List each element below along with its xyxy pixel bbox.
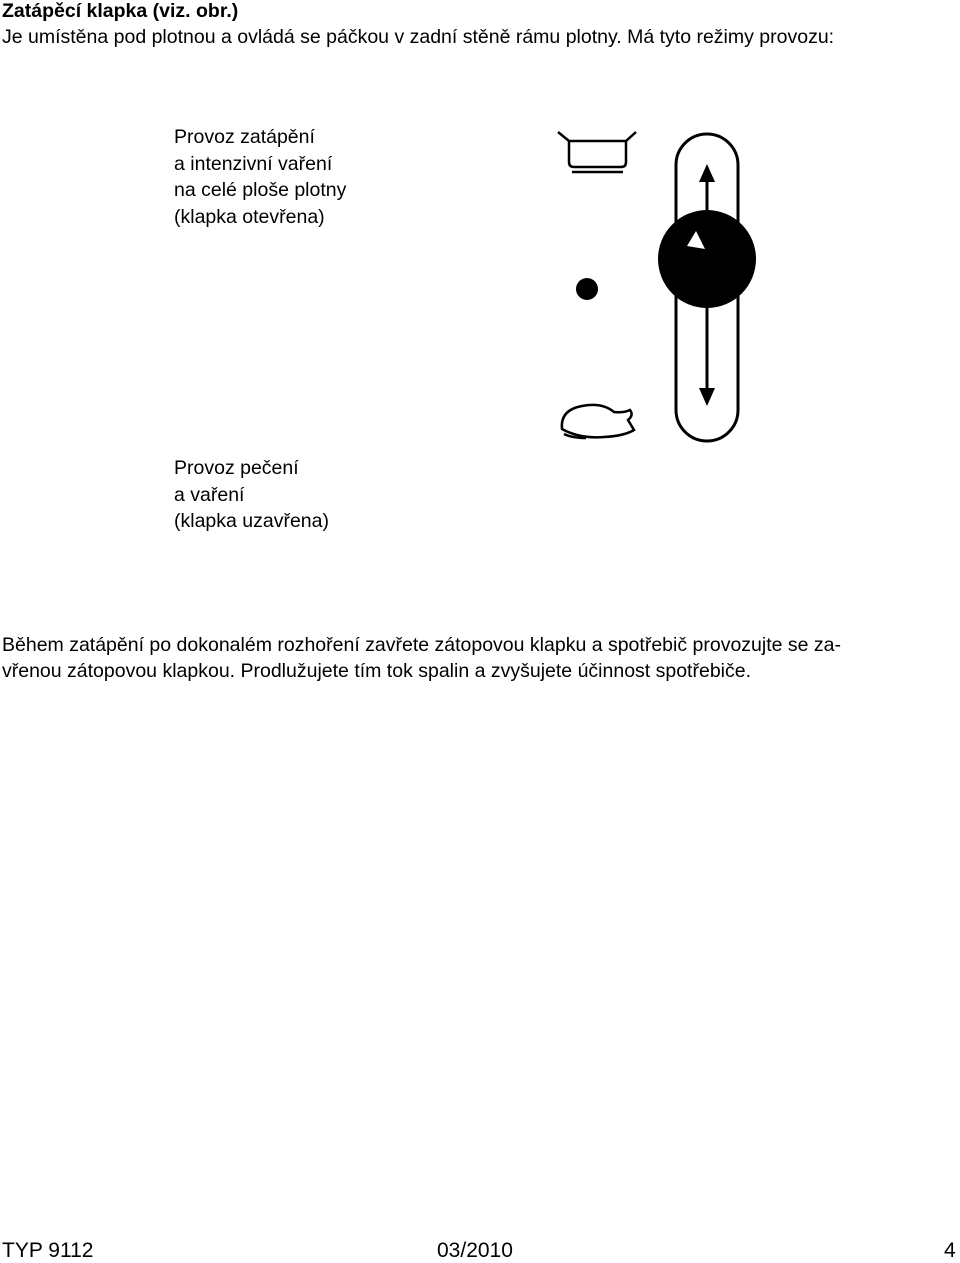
dot-icon (576, 278, 598, 300)
page-number: 4 (944, 1239, 956, 1262)
mode-closed-line: Provoz pečení (174, 457, 299, 479)
mode-open-line: na celé ploše plotny (174, 179, 347, 201)
footer-model: TYP 9112 (2, 1239, 94, 1262)
footer-date: 03/2010 (437, 1239, 513, 1262)
damper-diagram (552, 126, 762, 446)
pot-icon (558, 132, 636, 172)
slider-knob-icon (658, 210, 756, 308)
section-heading: Zatápěcí klapka (viz. obr.) (2, 0, 239, 22)
mode-closed-line: (klapka uzavřena) (174, 510, 329, 532)
mode-open-line: (klapka otevřena) (174, 205, 325, 228)
mode-open-line: Provoz zatápění (174, 126, 315, 148)
usage-note (2, 632, 958, 684)
mode-closed-description (174, 455, 329, 535)
mode-closed-line: a vaření (174, 483, 245, 506)
roast-icon (562, 405, 634, 438)
mode-open-description (174, 124, 346, 230)
usage-note-line: Během zatápění po dokonalém rozhoření zavřete zátopovou klapku a spotřebič provozujte se za- (2, 634, 841, 656)
intro-text: Je umístěna pod plotnou a ovládá se páčkou v zadní stěně rámu plotny. Má tyto režimy provozu: (2, 26, 835, 48)
mode-open-line: a intenzivní vaření (174, 152, 333, 175)
usage-note-line: vřenou zátopovou klapkou. Prodlužujete tím tok spalin a zvyšujete účinnost spotřebiče. (2, 660, 752, 682)
